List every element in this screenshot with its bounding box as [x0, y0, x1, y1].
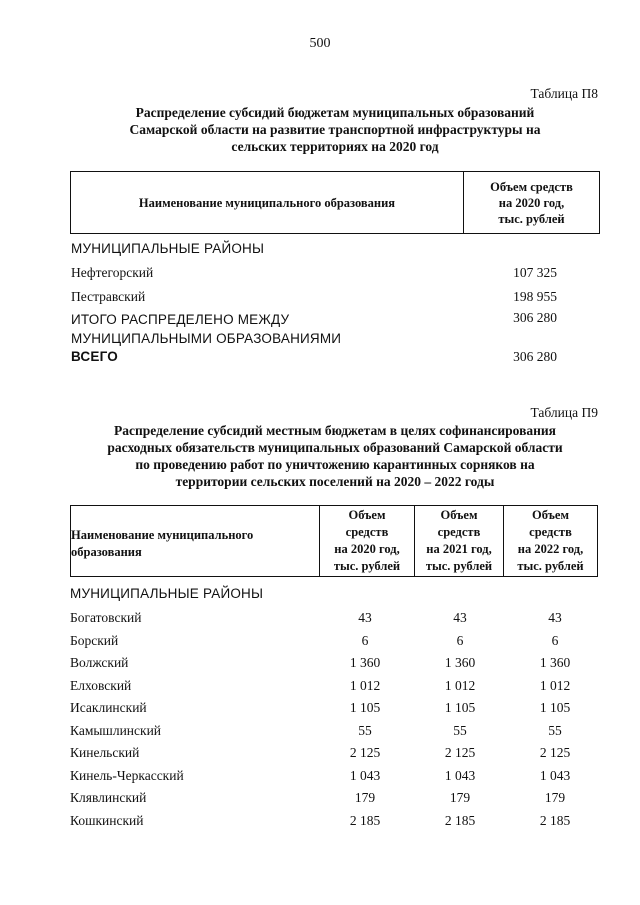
header-value-col: Объем средств на 2020 год, тыс. рублей	[490, 179, 573, 226]
p9-row-v2022: 2 125	[539, 745, 571, 760]
p9-row-v2021: 179	[449, 790, 471, 805]
p9-row-v2021: 55	[453, 723, 467, 738]
p9-row-v2022: 55	[548, 723, 562, 738]
p9-row-v2022: 1 105	[539, 700, 571, 715]
p9-row-v2021: 43	[453, 610, 467, 625]
title-line: Распределение субсидий бюджетам муниципальных образований	[135, 105, 535, 120]
p9-row-v2022: 43	[548, 610, 562, 625]
p9-row-v2020: 179	[354, 790, 376, 805]
p8-row-value: 107 325	[513, 265, 557, 280]
title-line: расходных обязательств муниципальных образований Самарской области	[107, 440, 563, 455]
title-line: сельских территориях на 2020 год	[231, 139, 439, 154]
p8-total-value: 306 280	[513, 349, 557, 364]
p9-row-name: Богатовский	[70, 610, 142, 625]
title-line: Распределение субсидий местным бюджетам в целях софинансирования	[114, 423, 556, 438]
p9-row-v2021: 2 185	[444, 813, 476, 828]
p9-row-v2022: 179	[544, 790, 566, 805]
p9-row-v2021: 2 125	[444, 745, 476, 760]
p8-row-value: 198 955	[513, 289, 557, 304]
table-p9-label: Таблица П9	[530, 405, 598, 420]
title-line: территории сельских поселений на 2020 – 2022 годы	[175, 474, 495, 489]
p9-row-v2022: 1 043	[539, 768, 571, 783]
p8-section-heading: МУНИЦИПАЛЬНЫЕ РАЙОНЫ	[71, 241, 265, 256]
header-col-2021: Объем средств на 2021 год, тыс. рублей	[425, 508, 493, 573]
p8-subtotal-label: ИТОГО РАСПРЕДЕЛЕНО МЕЖДУ МУНИЦИПАЛЬНЫМИ ОБРАЗОВАНИЯМИ	[71, 312, 342, 346]
p9-row-v2022: 1 360	[539, 655, 571, 670]
p8-total-label: ВСЕГО	[71, 349, 118, 364]
title-line: Самарской области на развитие транспортной инфраструктуры на	[129, 122, 541, 137]
p9-section-heading: МУНИЦИПАЛЬНЫЕ РАЙОНЫ	[70, 586, 264, 601]
p9-row-v2020: 1 105	[349, 700, 381, 715]
p9-row-name: Борский	[70, 633, 119, 648]
p9-row-name: Кошкинский	[70, 813, 144, 828]
p9-row-v2020: 1 012	[349, 678, 381, 693]
p8-row-name: Пестравский	[71, 289, 146, 304]
table-p8-title	[70, 104, 600, 155]
p9-row-name: Волжский	[70, 655, 129, 670]
header-col-2022: Объем средств на 2022 год, тыс. рублей	[517, 508, 584, 573]
header-name-col: Наименование муниципального образования	[138, 195, 396, 210]
p9-row-v2020: 55	[358, 723, 372, 738]
p9-row-name: Исаклинский	[70, 700, 147, 715]
p9-row-v2022: 1 012	[539, 678, 571, 693]
p9-row-v2021: 1 360	[444, 655, 476, 670]
header-col-2020: Объем средств на 2020 год, тыс. рублей	[333, 508, 401, 573]
header-name-col: Наименование муниципального образования	[71, 528, 254, 559]
p8-row-name: Нефтегорский	[71, 265, 154, 280]
title-line: по проведению работ по уничтожению карантинных сорняков на	[135, 457, 535, 472]
p9-row-name: Кинельский	[70, 745, 140, 760]
p9-row-v2020: 2 185	[349, 813, 381, 828]
p9-row-v2021: 1 012	[444, 678, 476, 693]
table-p8-header	[70, 171, 600, 234]
p9-row-v2021: 1 043	[444, 768, 476, 783]
table-p9-title	[70, 422, 600, 490]
p9-row-name: Камышлинский	[70, 723, 162, 738]
page-number: 500	[309, 36, 331, 51]
p9-row-v2022: 2 185	[539, 813, 571, 828]
table-p9-header	[70, 505, 598, 577]
p9-row-v2020: 1 043	[349, 768, 381, 783]
p9-row-v2020: 6	[361, 633, 369, 648]
p9-row-v2022: 6	[551, 633, 559, 648]
p9-row-name: Кинель-Черкасский	[70, 768, 184, 783]
p9-row-name: Елховский	[70, 678, 132, 693]
p9-row-v2020: 1 360	[349, 655, 381, 670]
p9-row-v2021: 1 105	[444, 700, 476, 715]
table-p8-label: Таблица П8	[530, 86, 598, 101]
p8-subtotal-value: 306 280	[513, 310, 557, 325]
p9-row-v2020: 43	[358, 610, 372, 625]
p9-row-v2021: 6	[456, 633, 464, 648]
p9-row-name: Клявлинский	[70, 790, 147, 805]
p9-row-v2020: 2 125	[349, 745, 381, 760]
